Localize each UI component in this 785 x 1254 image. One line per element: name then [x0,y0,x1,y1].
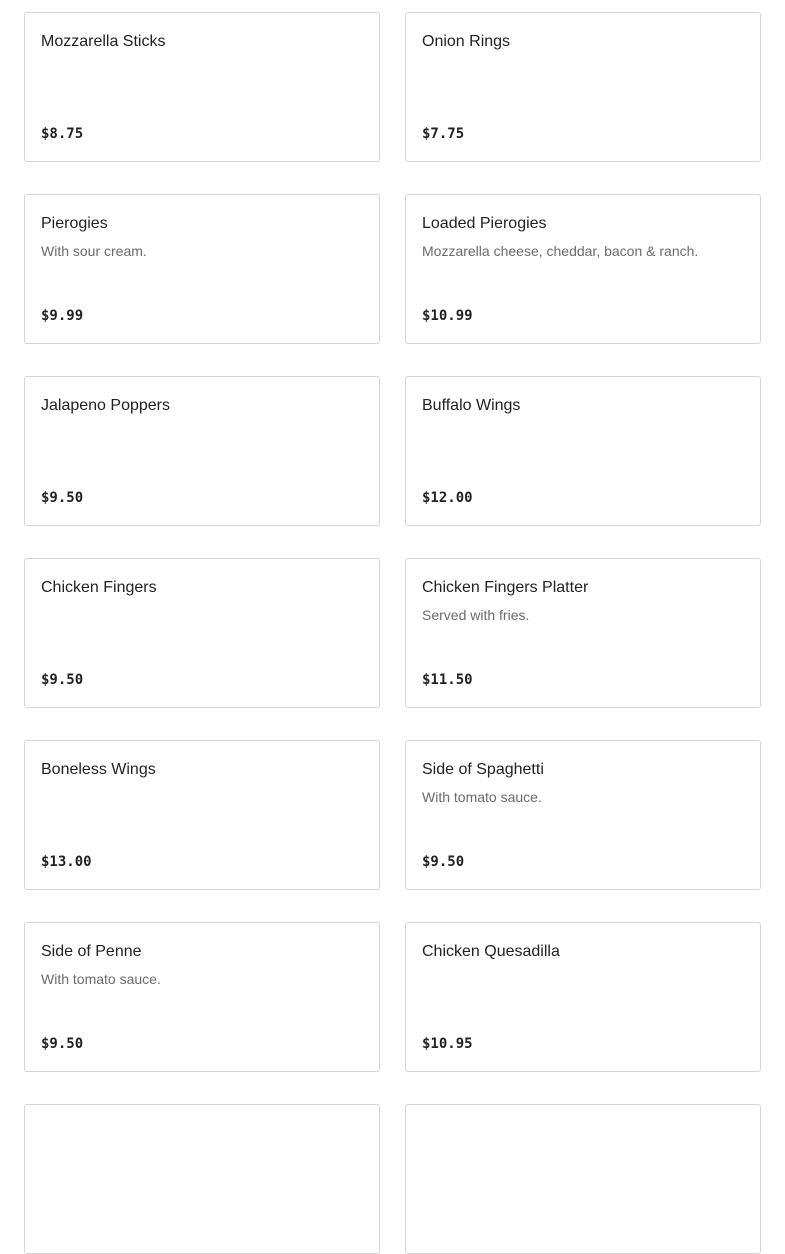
menu-item-name: Loaded Pierogies [422,215,547,232]
menu-item-card[interactable] [405,558,761,708]
menu-item-description: With tomato sauce. [41,971,161,987]
menu-item-price: $9.50 [41,490,84,506]
menu-item-description: Mozzarella cheese, cheddar, bacon & ranch. [422,243,699,259]
menu-item-name: Side of Penne [41,943,142,960]
menu-item-price: $9.50 [41,672,84,688]
menu-item-card[interactable] [405,922,761,1072]
menu-item-card[interactable] [24,1104,380,1254]
menu-item-name: Onion Rings [422,33,511,50]
menu-item-name: Mozzarella Sticks [41,33,166,50]
menu-item-card[interactable] [24,558,380,708]
menu-item-price: $7.75 [422,126,465,142]
menu-item-card[interactable] [24,194,380,344]
menu-item-card[interactable] [405,12,761,162]
menu-item-card[interactable] [24,740,380,890]
menu-item-price: $10.99 [422,308,473,324]
menu-item-name: Pierogies [41,215,108,232]
menu-item-price: $12.00 [422,490,473,506]
menu-item-price: $11.50 [422,672,473,688]
menu-item-name: Chicken Quesadilla [422,943,560,960]
menu-item-card[interactable] [24,12,380,162]
menu-item-price: $8.75 [41,126,84,142]
menu-item-price: $9.50 [41,1036,84,1052]
menu-item-card[interactable] [405,740,761,890]
menu-item-name: Chicken Fingers [41,579,157,596]
menu-item-price: $10.95 [422,1036,473,1052]
menu-item-name: Boneless Wings [41,761,156,778]
menu-item-description: With tomato sauce. [422,789,542,805]
menu-item-name: Chicken Fingers Platter [422,579,589,596]
menu-item-price: $9.50 [422,854,465,870]
menu-item-price: $13.00 [41,854,92,870]
menu-item-price: $9.99 [41,308,84,324]
menu-items-grid [24,12,761,1254]
menu-item-name: Side of Spaghetti [422,761,544,778]
menu-item-card[interactable] [405,194,761,344]
menu-item-description: With sour cream. [41,243,147,259]
menu-item-card[interactable] [24,922,380,1072]
menu-item-card[interactable] [405,1104,761,1254]
menu-item-card[interactable] [24,376,380,526]
menu-item-name: Jalapeno Poppers [41,397,170,414]
menu-item-name: Buffalo Wings [422,397,521,414]
menu-item-card[interactable] [405,376,761,526]
menu-item-description: Served with fries. [422,607,530,623]
